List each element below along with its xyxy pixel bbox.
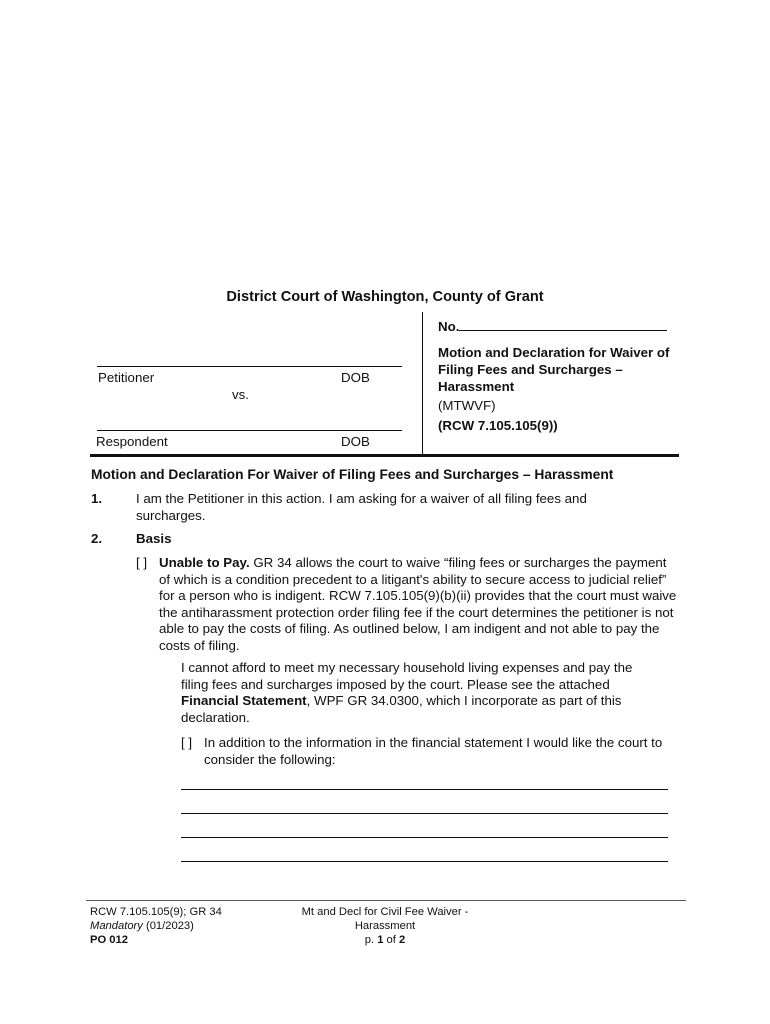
caption-divider <box>422 312 423 454</box>
footer-form-number: PO 012 <box>90 934 128 946</box>
petitioner-label: Petitioner <box>98 370 155 385</box>
footer-center <box>290 905 480 947</box>
unable-to-pay-label: Unable to Pay. <box>159 555 250 570</box>
footer-title: Mt and Decl for Civil Fee Waiver - Harassment <box>301 906 469 932</box>
unable-to-pay-text: GR 34 allows the court to waive “filing fees or surcharges the payment of which is a condition precedent to a litigant's ability to secure access to judicial relief” for a person who is indigent. RCW 7.105.105(9)(b)(ii) provides that the court must waive the antiharassment protection order filing fee if the court determines the petitioner is not able to pay the costs of filing. As outlined below, I am indigent and not able to pay the costs of filing. <box>159 555 677 653</box>
basis-heading: Basis <box>136 531 172 546</box>
document-statute: (RCW 7.105.105(9)) <box>438 418 558 433</box>
petitioner-name-line[interactable] <box>97 366 402 367</box>
unable-to-pay-checkbox[interactable]: [ ] <box>136 555 148 570</box>
footer-rule <box>86 900 686 901</box>
item-1-text: I am the Petitioner in this action. I am asking for a waiver of all filing fees and surcharges. <box>136 491 587 523</box>
cannot-afford-text: I cannot afford to meet my necessary household living expenses and pay the filing fees and surcharges imposed by the court. Please see the attached <box>181 660 633 692</box>
explanation-line-3[interactable] <box>181 837 668 838</box>
cannot-afford-text-end: , WPF GR 34.0300, which I incorporate as part of this declaration. <box>181 693 622 725</box>
section-heading: Motion and Declaration For Waiver of Filing Fees and Surcharges – Harassment <box>91 467 614 482</box>
cannot-afford-paragraph <box>181 660 661 726</box>
case-number-blank[interactable] <box>459 318 667 331</box>
case-number-label: No. <box>438 319 460 334</box>
court-title: District Court of Washington, County of Grant <box>226 289 544 305</box>
item-2-number: 2. <box>91 531 103 546</box>
caption-rule <box>90 454 679 457</box>
unable-to-pay-paragraph <box>159 555 679 654</box>
respondent-dob-label: DOB <box>341 434 370 449</box>
footer-rcw: RCW 7.105.105(9); GR 34 <box>90 906 222 918</box>
case-number-field <box>438 318 667 334</box>
footer-page: p. 1 of 2 <box>364 934 406 946</box>
explanation-line-4[interactable] <box>181 861 668 862</box>
footer-left <box>90 905 222 947</box>
additional-info-text: In addition to the information in the financial statement I would like the court to consider the following: <box>204 735 663 767</box>
footer-mandatory: Mandatory (01/2023) <box>90 920 194 932</box>
explanation-line-1[interactable] <box>181 789 668 790</box>
respondent-name-line[interactable] <box>97 430 402 431</box>
vs-label: vs. <box>232 387 249 402</box>
explanation-line-2[interactable] <box>181 813 668 814</box>
document-abbreviation: (MTWVF) <box>438 398 496 413</box>
item-1-number: 1. <box>91 491 103 506</box>
financial-statement-label: Financial Statement <box>181 693 307 708</box>
document-title: Motion and Declaration for Waiver of Filing Fees and Surcharges – Harassment <box>438 345 670 394</box>
respondent-label: Respondent <box>96 434 168 449</box>
petitioner-dob-label: DOB <box>341 370 370 385</box>
additional-info-checkbox[interactable]: [ ] <box>181 735 193 750</box>
